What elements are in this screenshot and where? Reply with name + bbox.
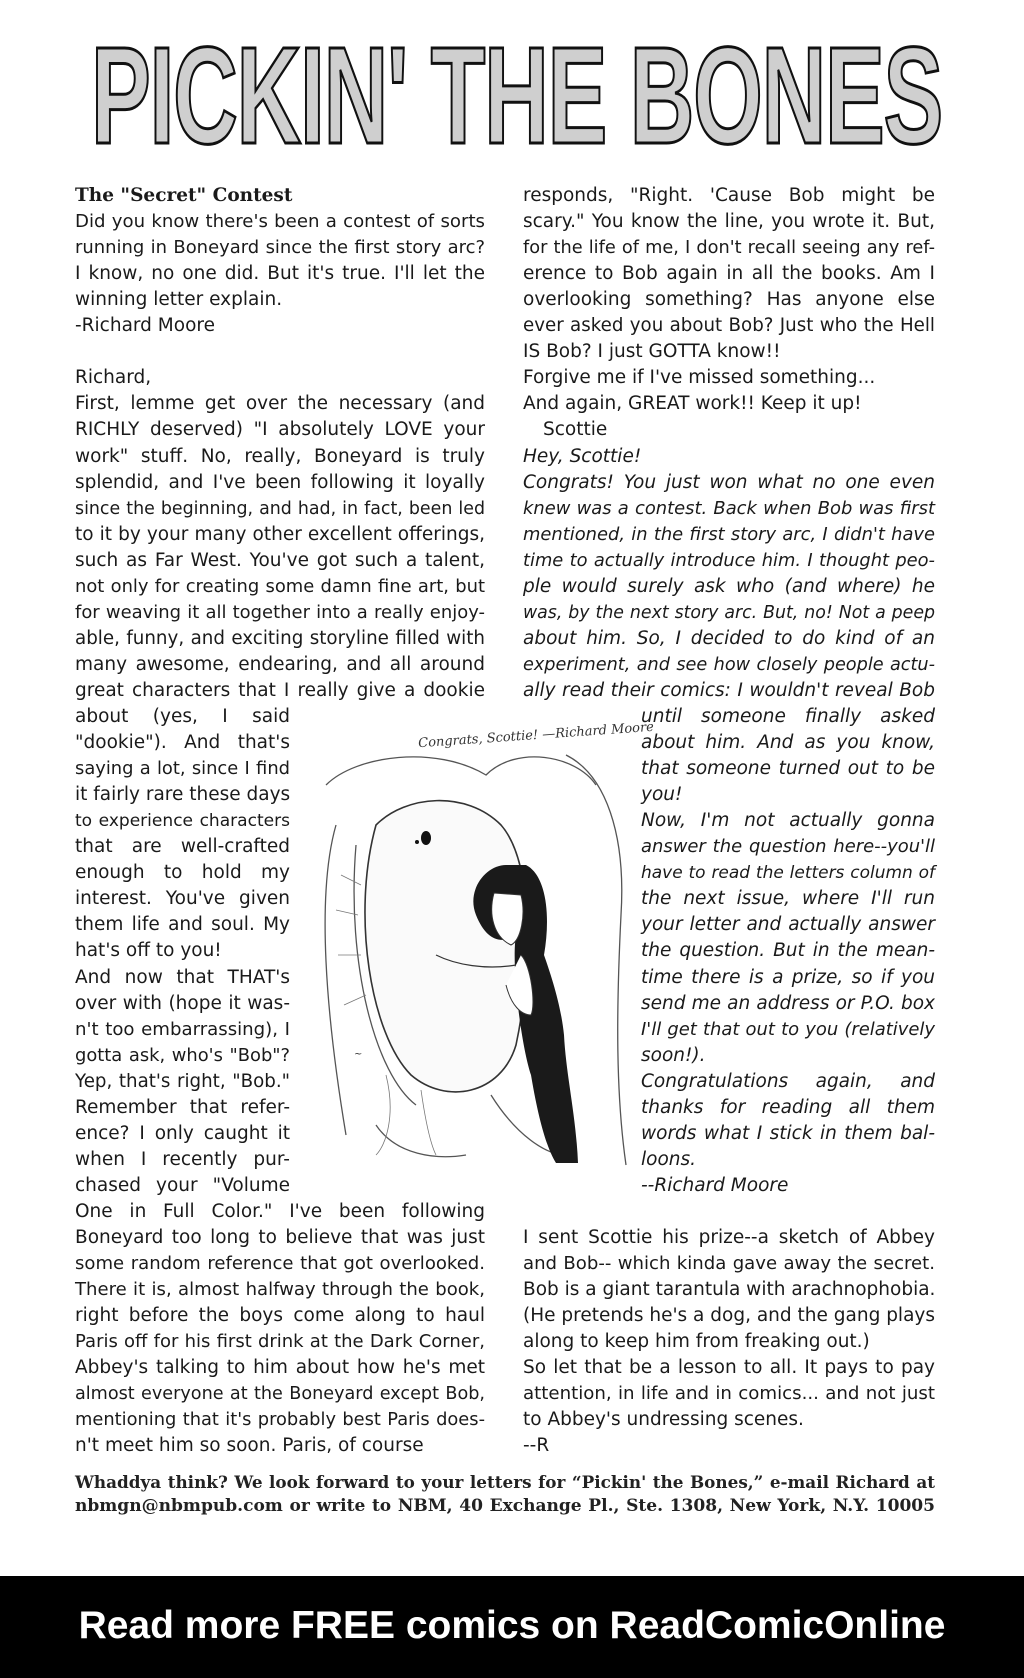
- text-line: interest. You've given: [75, 888, 290, 910]
- text-line: to Abbey's undressing scenes.: [523, 1409, 804, 1431]
- text-line: ple would surely ask who (and where) he: [523, 575, 935, 597]
- text-line: work" stuff. No, really, Boneyard is truly: [75, 445, 485, 467]
- text-line: time there is a prize, so if you: [641, 966, 935, 988]
- text-line: it fairly rare these days: [75, 784, 291, 806]
- text-line: winning letter explain.: [75, 289, 283, 311]
- text-line: when I recently pur-: [75, 1148, 290, 1170]
- text-line: Abbey's talking to him about how he's met: [75, 1357, 485, 1379]
- text-line: hat's off to you!: [75, 940, 222, 962]
- text-line: them life and soul. My: [75, 914, 290, 936]
- text-line: --Richard Moore: [641, 1174, 789, 1196]
- text-line: some random reference that got overlooked.: [75, 1253, 485, 1275]
- section-heading: The "Secret" Contest: [75, 185, 293, 206]
- text-line: Yep, that's right, "Bob.": [75, 1070, 290, 1092]
- text-line: able, funny, and exciting storyline filled with: [75, 627, 485, 649]
- text-line: since the beginning, and had, in fact, been led: [75, 498, 485, 519]
- text-line: send me an address or P.O. box: [641, 992, 935, 1014]
- text-line: such as Far West. You've got such a talent,: [75, 549, 485, 571]
- text-line: over with (hope it was-: [75, 992, 290, 1014]
- text-line: Remember that refer-: [75, 1096, 290, 1118]
- text-line: Forgive me if I've missed something...: [523, 367, 876, 389]
- text-line: mentioned, in the first story arc, I didn't have: [523, 523, 935, 545]
- text-line: for the life of me, I don't recall seeing any ref-: [523, 238, 935, 259]
- promo-banner[interactable]: [0, 1576, 1024, 1678]
- sketch-illustration: [316, 715, 634, 1175]
- text-line: Now, I'm not actually gonna: [641, 810, 935, 832]
- text-line: Hey, Scottie!: [523, 445, 642, 467]
- text-line: ence? I only caught it: [75, 1122, 290, 1144]
- text-line: Boneyard too long to believe that was just: [75, 1227, 485, 1248]
- text-line: (He pretends he's a dog, and the gang plays: [523, 1305, 935, 1327]
- text-line: erence to Bob again in all the books. Am I: [523, 263, 935, 285]
- text-line: overlooking something? Has anyone else: [523, 289, 935, 311]
- text-line: n't meet him so soon. Paris, of course: [75, 1435, 424, 1457]
- text-line: IS Bob? I just GOTTA know!!: [523, 341, 781, 363]
- text-line: experiment, and see how closely people actu-: [523, 654, 935, 675]
- text-line: the next issue, where I'll run: [641, 888, 935, 910]
- text-line: about (yes, I said: [75, 706, 290, 727]
- text-line: your letter and actually answer: [641, 914, 935, 936]
- text-line: So let that be a lesson to all. It pays to pay: [523, 1357, 935, 1379]
- page-title: [91, 19, 942, 173]
- text-line: Congrats! You just won what no one even: [523, 471, 935, 493]
- text-line: --R: [523, 1435, 550, 1457]
- text-line: I'll get that out to you (relatively: [641, 1018, 935, 1040]
- text-line: First, lemme get over the necessary (and: [75, 393, 485, 415]
- text-line: mentioning that it's probably best Paris does-: [75, 1409, 485, 1431]
- footer-line: nbmgn@nbmpub.com or write to NBM, 40 Exchange Pl., Ste. 1308, New York, N.Y. 10005: [75, 1496, 935, 1516]
- text-line: right before the boys come along to haul: [75, 1305, 485, 1327]
- text-line: Did you know there's been a contest of sorts: [75, 211, 485, 233]
- text-line: saying a lot, since I find: [75, 758, 290, 780]
- text-line: Congratulations again, and: [641, 1070, 935, 1092]
- text-line: I know, no one did. But it's true. I'll let the: [75, 263, 485, 285]
- text-line: Richard,: [75, 367, 152, 389]
- text-line: was, by the next story arc. But, no! Not a peep: [523, 602, 935, 623]
- promo-banner-text[interactable]: Read more FREE comics on ReadComicOnline: [78, 1604, 946, 1647]
- text-line: for weaving it all together into a really enjoy-: [75, 601, 485, 623]
- text-line: And now that THAT's: [75, 966, 290, 988]
- text-line: scary." You know the line, you wrote it. But,: [523, 211, 935, 233]
- text-line: ally read their comics: I wouldn't reveal Bob: [523, 679, 935, 701]
- text-line: -Richard Moore: [75, 315, 215, 337]
- sketch-inscription: Congrats, Scottie! —Richard Moore: [417, 719, 655, 752]
- text-line: One in Full Color." I've been following: [75, 1200, 485, 1222]
- text-line: answer the question here--you'll: [641, 836, 935, 858]
- text-line: about him. So, I decided to do kind of an: [523, 627, 935, 649]
- page-title-text: PICKIN' THE BONES: [91, 19, 942, 173]
- text-line: and Bob-- which kinda gave away the secret.: [523, 1253, 935, 1275]
- text-line: have to read the letters column of: [641, 863, 935, 884]
- text-line: RICHLY deserved) "I absolutely LOVE your: [75, 419, 485, 441]
- text-line: enough to hold my: [75, 862, 290, 884]
- text-line: until someone finally asked: [641, 706, 935, 727]
- text-line: "dookie"). And that's: [75, 732, 290, 754]
- text-line: almost everyone at the Boneyard except Bob,: [75, 1384, 485, 1405]
- text-line: great characters that I really give a dookie: [75, 679, 485, 701]
- text-line: about him. And as you know,: [641, 732, 935, 754]
- text-line: loons.: [641, 1148, 697, 1170]
- text-line: you!: [641, 784, 683, 806]
- text-line: words what I stick in them bal-: [641, 1122, 935, 1144]
- footer-line: Whaddya think? We look forward to your letters for “Pickin' the Bones,” e-mail Richard at: [75, 1472, 935, 1492]
- text-line: that someone turned out to be: [641, 758, 935, 780]
- text-line: not only for creating some damn fine art, but: [75, 575, 485, 597]
- text-line: knew was a contest. Back when Bob was first: [523, 497, 935, 519]
- text-line: ever asked you about Bob? Just who the Hell: [523, 315, 935, 337]
- text-line: There it is, almost halfway through the book,: [75, 1279, 485, 1301]
- text-line: soon!).: [641, 1044, 706, 1066]
- text-line: Paris off for his first drink at the Dark Corner,: [75, 1331, 485, 1353]
- artist-signature: ~: [354, 1049, 363, 1060]
- text-line: And again, GREAT work!! Keep it up!: [523, 393, 862, 415]
- abbey-and-bob-sketch: [316, 715, 634, 1175]
- text-line: along to keep him from freaking out.): [523, 1331, 870, 1353]
- text-line: chased your "Volume: [75, 1174, 290, 1196]
- text-line: that are well-crafted: [75, 836, 290, 858]
- text-line: running in Boneyard since the first story arc?: [75, 237, 485, 259]
- text-line: n't too embarrassing), I: [75, 1018, 290, 1040]
- text-line: to it by your many other excellent offerings,: [75, 523, 485, 545]
- text-line: the question. But in the mean-: [641, 940, 935, 962]
- text-line: I sent Scottie his prize--a sketch of Abbey: [523, 1227, 935, 1248]
- text-line: Scottie: [543, 419, 608, 441]
- text-line: splendid, and I've been following it loyally: [75, 471, 485, 493]
- text-line: to experience characters: [75, 811, 290, 832]
- text-line: time to actually introduce him. I thought peo-: [523, 549, 935, 571]
- text-line: thanks for reading all them: [641, 1096, 935, 1118]
- text-line: responds, "Right. 'Cause Bob might be: [523, 185, 935, 206]
- text-line: many awesome, endearing, and all around: [75, 653, 485, 675]
- text-line: gotta ask, who's "Bob"?: [75, 1044, 290, 1066]
- text-line: attention, in life and in comics... and not just: [523, 1383, 935, 1405]
- text-line: Bob is a giant tarantula with arachnophobia.: [523, 1279, 936, 1301]
